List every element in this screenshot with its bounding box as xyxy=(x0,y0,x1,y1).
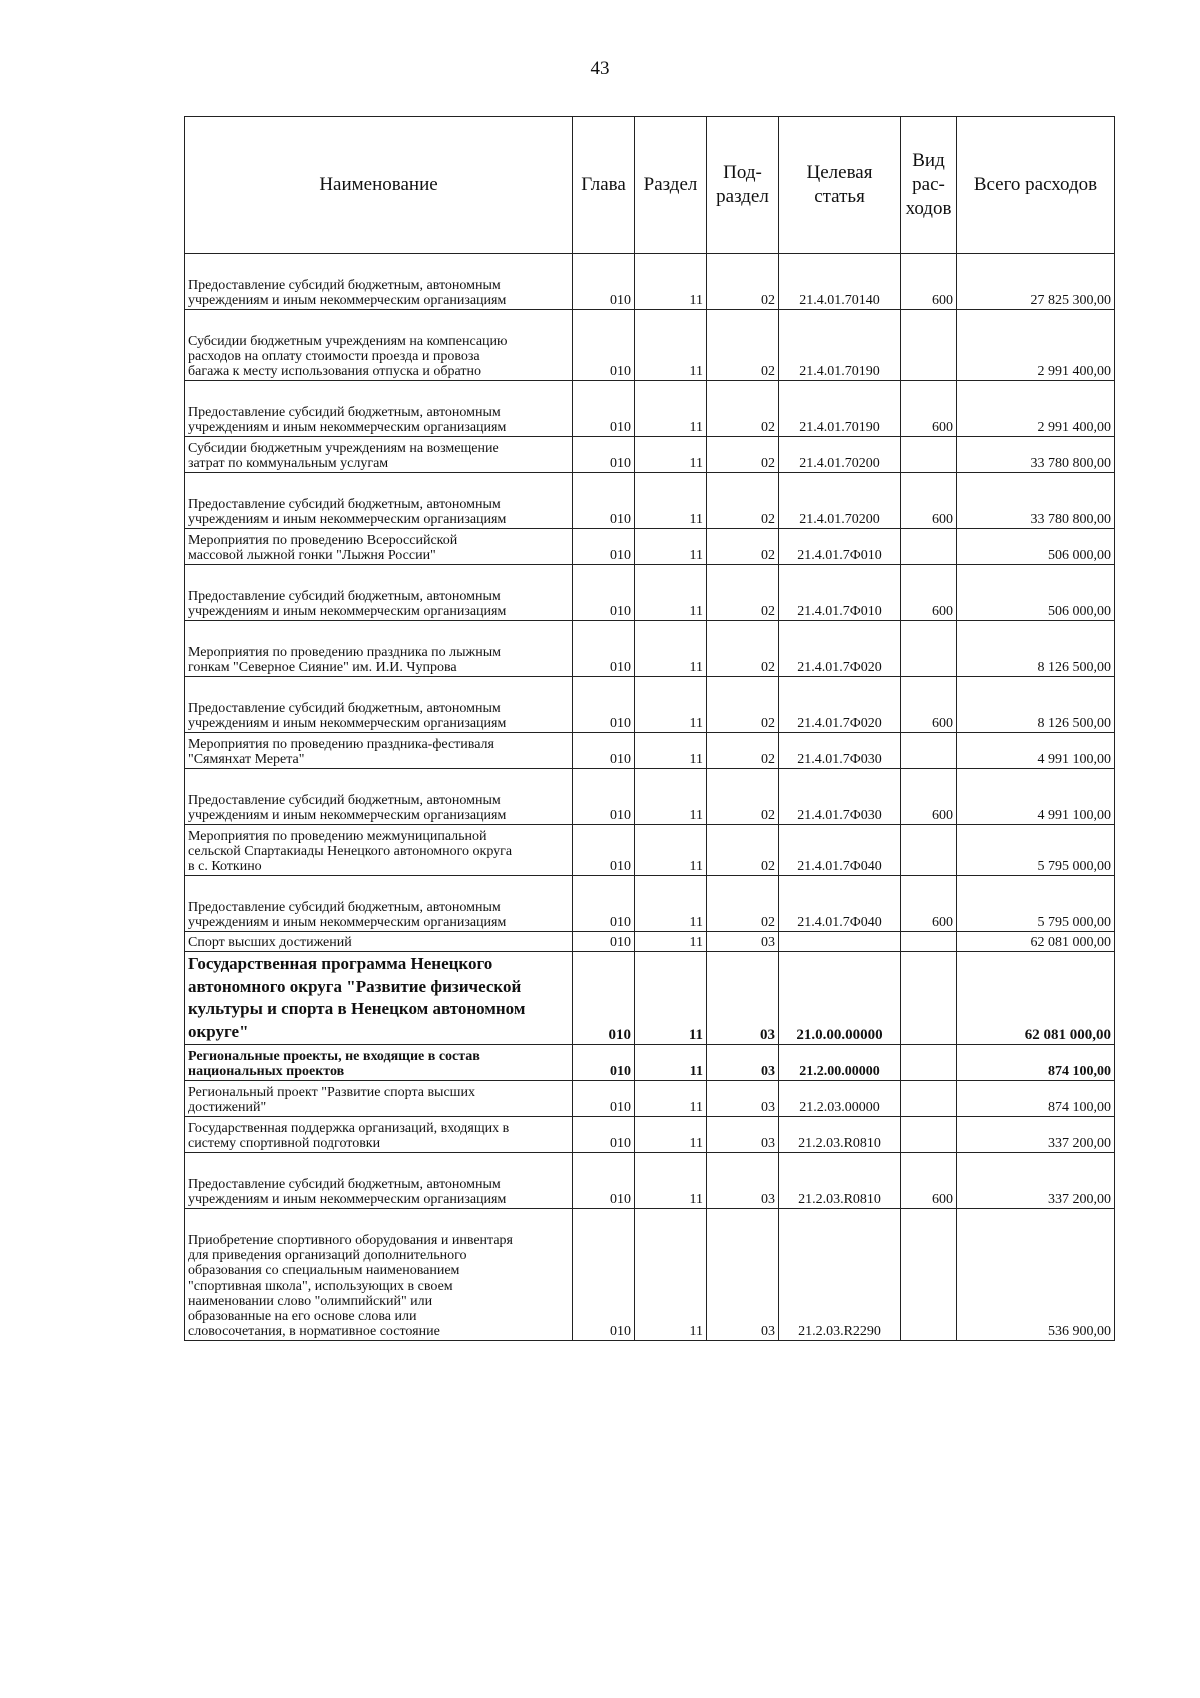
row-subsection: 02 xyxy=(707,437,779,473)
row-total: 4 991 100,00 xyxy=(957,769,1115,825)
row-subsection: 03 xyxy=(707,1209,779,1341)
row-subsection: 02 xyxy=(707,473,779,529)
row-name: Государственная программа Ненецкого автономного округа "Развитие физической культуры и спорта в Ненецком автономном округе" xyxy=(185,952,573,1045)
row-total: 62 081 000,00 xyxy=(957,932,1115,952)
table-row xyxy=(185,769,1115,825)
row-expense-type xyxy=(901,952,957,1045)
row-subsection: 02 xyxy=(707,310,779,381)
row-subsection: 03 xyxy=(707,1045,779,1081)
row-section: 11 xyxy=(635,1209,707,1341)
row-name: Предоставление субсидий бюджетным, автономным учреждениям и иным некоммерческим организациям xyxy=(185,876,573,932)
row-section: 11 xyxy=(635,932,707,952)
row-chapter: 010 xyxy=(573,952,635,1045)
row-section: 11 xyxy=(635,437,707,473)
row-target-article: 21.4.01.7Ф040 xyxy=(779,876,901,932)
row-section: 11 xyxy=(635,876,707,932)
row-total: 2 991 400,00 xyxy=(957,381,1115,437)
row-chapter: 010 xyxy=(573,1209,635,1341)
row-total: 62 081 000,00 xyxy=(957,952,1115,1045)
row-name: Предоставление субсидий бюджетным, автономным учреждениям и иным некоммерческим организациям xyxy=(185,677,573,733)
row-target-article: 21.4.01.70200 xyxy=(779,437,901,473)
row-section: 11 xyxy=(635,1117,707,1153)
row-chapter: 010 xyxy=(573,1081,635,1117)
row-name: Субсидии бюджетным учреждениям на компенсацию расходов на оплату стоимости проезда и провоза багажа к месту использования отпуска и обратно xyxy=(185,310,573,381)
row-total: 8 126 500,00 xyxy=(957,621,1115,677)
row-total: 536 900,00 xyxy=(957,1209,1115,1341)
row-chapter: 010 xyxy=(573,1045,635,1081)
row-name: Предоставление субсидий бюджетным, автономным учреждениям и иным некоммерческим организациям xyxy=(185,565,573,621)
row-target-article: 21.4.01.7Ф010 xyxy=(779,565,901,621)
row-chapter: 010 xyxy=(573,1117,635,1153)
table-row xyxy=(185,1209,1115,1341)
row-expense-type xyxy=(901,825,957,876)
header-target-article: Целевая статья xyxy=(779,117,901,254)
row-section: 11 xyxy=(635,473,707,529)
table-row xyxy=(185,621,1115,677)
row-chapter: 010 xyxy=(573,769,635,825)
row-name: Государственная поддержка организаций, входящих в систему спортивной подготовки xyxy=(185,1117,573,1153)
row-expense-type: 600 xyxy=(901,677,957,733)
row-chapter: 010 xyxy=(573,677,635,733)
row-subsection: 02 xyxy=(707,381,779,437)
row-target-article: 21.4.01.70140 xyxy=(779,254,901,310)
row-expense-type xyxy=(901,1045,957,1081)
row-target-article: 21.4.01.7Ф030 xyxy=(779,733,901,769)
row-section: 11 xyxy=(635,769,707,825)
table-row xyxy=(185,1153,1115,1209)
row-subsection: 02 xyxy=(707,769,779,825)
row-expense-type xyxy=(901,621,957,677)
header-total: Всего расходов xyxy=(957,117,1115,254)
row-total: 506 000,00 xyxy=(957,565,1115,621)
row-expense-type: 600 xyxy=(901,381,957,437)
row-subsection: 02 xyxy=(707,529,779,565)
row-name: Спорт высших достижений xyxy=(185,932,573,952)
table-header-row xyxy=(185,117,1115,254)
row-expense-type: 600 xyxy=(901,473,957,529)
header-name: Наименование xyxy=(185,117,573,254)
table-row xyxy=(185,310,1115,381)
row-section: 11 xyxy=(635,825,707,876)
row-expense-type xyxy=(901,529,957,565)
row-total: 5 795 000,00 xyxy=(957,825,1115,876)
header-subsection: Под- раздел xyxy=(707,117,779,254)
row-name: Предоставление субсидий бюджетным, автономным учреждениям и иным некоммерческим организациям xyxy=(185,769,573,825)
table-row xyxy=(185,876,1115,932)
row-subsection: 02 xyxy=(707,876,779,932)
header-chapter: Глава xyxy=(573,117,635,254)
row-total: 8 126 500,00 xyxy=(957,677,1115,733)
row-expense-type: 600 xyxy=(901,1153,957,1209)
row-name: Предоставление субсидий бюджетным, автономным учреждениям и иным некоммерческим организациям xyxy=(185,381,573,437)
row-total: 337 200,00 xyxy=(957,1117,1115,1153)
row-name: Предоставление субсидий бюджетным, автономным учреждениям и иным некоммерческим организациям xyxy=(185,254,573,310)
row-total: 337 200,00 xyxy=(957,1153,1115,1209)
row-target-article: 21.0.00.00000 xyxy=(779,952,901,1045)
row-total: 5 795 000,00 xyxy=(957,876,1115,932)
row-chapter: 010 xyxy=(573,932,635,952)
row-total: 874 100,00 xyxy=(957,1081,1115,1117)
table-row xyxy=(185,473,1115,529)
row-name: Мероприятия по проведению праздника по лыжным гонкам "Северное Сияние" им. И.И. Чупрова xyxy=(185,621,573,677)
row-chapter: 010 xyxy=(573,381,635,437)
row-name: Субсидии бюджетным учреждениям на возмещение затрат по коммунальным услугам xyxy=(185,437,573,473)
row-name: Региональный проект "Развитие спорта высших достижений" xyxy=(185,1081,573,1117)
row-chapter: 010 xyxy=(573,473,635,529)
row-name: Предоставление субсидий бюджетным, автономным учреждениям и иным некоммерческим организациям xyxy=(185,1153,573,1209)
row-section: 11 xyxy=(635,733,707,769)
row-subsection: 02 xyxy=(707,733,779,769)
row-expense-type xyxy=(901,1081,957,1117)
row-chapter: 010 xyxy=(573,310,635,381)
row-chapter: 010 xyxy=(573,529,635,565)
row-expense-type: 600 xyxy=(901,565,957,621)
table-row xyxy=(185,1045,1115,1081)
row-chapter: 010 xyxy=(573,565,635,621)
table-row xyxy=(185,529,1115,565)
row-section: 11 xyxy=(635,381,707,437)
row-total: 506 000,00 xyxy=(957,529,1115,565)
row-target-article: 21.2.03.R2290 xyxy=(779,1209,901,1341)
table-row xyxy=(185,677,1115,733)
row-section: 11 xyxy=(635,529,707,565)
row-target-article: 21.2.03.R0810 xyxy=(779,1153,901,1209)
row-section: 11 xyxy=(635,310,707,381)
row-section: 11 xyxy=(635,1081,707,1117)
row-target-article: 21.4.01.70200 xyxy=(779,473,901,529)
row-target-article: 21.4.01.7Ф010 xyxy=(779,529,901,565)
row-chapter: 010 xyxy=(573,876,635,932)
row-target-article: 21.4.01.7Ф040 xyxy=(779,825,901,876)
row-section: 11 xyxy=(635,952,707,1045)
row-expense-type xyxy=(901,1117,957,1153)
row-total: 874 100,00 xyxy=(957,1045,1115,1081)
row-expense-type xyxy=(901,733,957,769)
row-chapter: 010 xyxy=(573,437,635,473)
budget-table xyxy=(184,116,1115,1341)
row-target-article xyxy=(779,932,901,952)
row-section: 11 xyxy=(635,677,707,733)
row-section: 11 xyxy=(635,565,707,621)
row-target-article: 21.4.01.7Ф020 xyxy=(779,677,901,733)
row-subsection: 02 xyxy=(707,621,779,677)
row-name: Мероприятия по проведению Всероссийской массовой лыжной гонки "Лыжня России" xyxy=(185,529,573,565)
row-expense-type xyxy=(901,1209,957,1341)
row-name: Приобретение спортивного оборудования и инвентаря для приведения организаций дополнительного образования со специальным наименованием "спортивная школа", использующих в своем наименовании слово "олимпийский" или образованные на его основе слова или словосочетания, в нормативное состояние xyxy=(185,1209,573,1341)
row-subsection: 02 xyxy=(707,565,779,621)
row-total: 27 825 300,00 xyxy=(957,254,1115,310)
row-chapter: 010 xyxy=(573,825,635,876)
row-target-article: 21.4.01.70190 xyxy=(779,381,901,437)
row-name: Предоставление субсидий бюджетным, автономным учреждениям и иным некоммерческим организациям xyxy=(185,473,573,529)
row-total: 4 991 100,00 xyxy=(957,733,1115,769)
table-row xyxy=(185,733,1115,769)
row-subsection: 02 xyxy=(707,825,779,876)
table-row xyxy=(185,381,1115,437)
row-expense-type xyxy=(901,932,957,952)
row-expense-type xyxy=(901,310,957,381)
table-row xyxy=(185,825,1115,876)
row-target-article: 21.4.01.70190 xyxy=(779,310,901,381)
row-subsection: 03 xyxy=(707,1117,779,1153)
row-section: 11 xyxy=(635,254,707,310)
table-row xyxy=(185,437,1115,473)
row-target-article: 21.2.03.R0810 xyxy=(779,1117,901,1153)
table-row xyxy=(185,565,1115,621)
row-section: 11 xyxy=(635,621,707,677)
row-target-article: 21.4.01.7Ф020 xyxy=(779,621,901,677)
row-expense-type: 600 xyxy=(901,876,957,932)
row-total: 33 780 800,00 xyxy=(957,473,1115,529)
row-chapter: 010 xyxy=(573,254,635,310)
table-row xyxy=(185,1081,1115,1117)
row-chapter: 010 xyxy=(573,733,635,769)
row-subsection: 02 xyxy=(707,254,779,310)
row-expense-type: 600 xyxy=(901,254,957,310)
table-row xyxy=(185,932,1115,952)
row-subsection: 03 xyxy=(707,1153,779,1209)
row-name: Региональные проекты, не входящие в состав национальных проектов xyxy=(185,1045,573,1081)
row-section: 11 xyxy=(635,1045,707,1081)
row-expense-type xyxy=(901,437,957,473)
row-subsection: 03 xyxy=(707,952,779,1045)
table-row xyxy=(185,952,1115,1045)
row-name: Мероприятия по проведению праздника-фестиваля "Сямянхат Мерета" xyxy=(185,733,573,769)
table-row xyxy=(185,1117,1115,1153)
row-subsection: 03 xyxy=(707,932,779,952)
row-total: 2 991 400,00 xyxy=(957,310,1115,381)
table-row xyxy=(185,254,1115,310)
row-subsection: 02 xyxy=(707,677,779,733)
row-total: 33 780 800,00 xyxy=(957,437,1115,473)
row-name: Мероприятия по проведению межмуниципальной сельской Спартакиады Ненецкого автономного округа в с. Коткино xyxy=(185,825,573,876)
page-number: 43 xyxy=(590,58,610,79)
row-chapter: 010 xyxy=(573,1153,635,1209)
row-target-article: 21.2.03.00000 xyxy=(779,1081,901,1117)
row-section: 11 xyxy=(635,1153,707,1209)
row-target-article: 21.2.00.00000 xyxy=(779,1045,901,1081)
header-section: Раздел xyxy=(635,117,707,254)
row-subsection: 03 xyxy=(707,1081,779,1117)
row-expense-type: 600 xyxy=(901,769,957,825)
table-body xyxy=(185,254,1115,1341)
row-chapter: 010 xyxy=(573,621,635,677)
header-expense-type: Вид рас- ходов xyxy=(901,117,957,254)
row-target-article: 21.4.01.7Ф030 xyxy=(779,769,901,825)
